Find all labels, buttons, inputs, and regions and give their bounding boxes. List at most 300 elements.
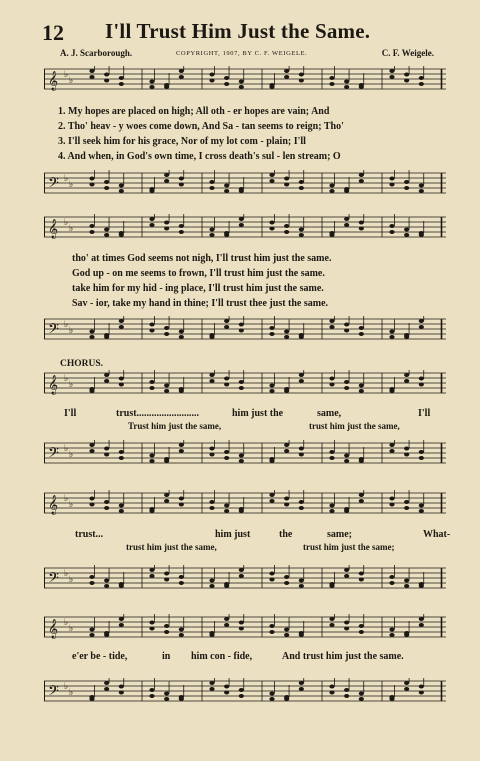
note-head: [149, 85, 154, 89]
verse-line: tho' at times God seems not nigh, I'll trust him just the same.: [72, 253, 332, 264]
note-head: [344, 386, 349, 390]
note-head: [329, 617, 334, 621]
staff-graphic: [44, 370, 446, 396]
chorus-lyric: him just: [215, 529, 251, 540]
staff-graphic: [44, 66, 446, 92]
flat-symbol: ♭: [64, 618, 69, 628]
staff-graphic: [44, 316, 446, 342]
note-head: [329, 456, 334, 460]
note-head: [149, 189, 154, 193]
note-head: [104, 579, 109, 583]
note-head: [239, 459, 244, 463]
note-head: [419, 584, 424, 588]
note-head: [119, 456, 124, 460]
staff-graphic: [44, 170, 446, 196]
note-head: [89, 389, 94, 393]
note-head: [119, 691, 124, 695]
flat-symbol: ♭: [69, 688, 74, 698]
note-head: [239, 80, 244, 84]
note-head: [209, 500, 214, 504]
note-head: [419, 383, 424, 387]
music-staff: [44, 440, 446, 466]
chorus-lyric: in: [162, 651, 171, 662]
note-head: [389, 697, 394, 701]
note-head: [284, 183, 289, 187]
note-head: [119, 584, 124, 588]
note-head: [344, 509, 349, 513]
note-head: [239, 85, 244, 89]
staff-graphic: [44, 565, 446, 591]
note-head: [179, 183, 184, 187]
note-head: [149, 459, 154, 463]
staff-graphic: [44, 614, 446, 640]
note-head: [269, 493, 274, 497]
note-head: [329, 509, 334, 513]
flat-symbol: ♭: [64, 70, 69, 80]
note-head: [419, 184, 424, 188]
note-head: [269, 578, 274, 582]
note-head: [89, 230, 94, 234]
chorus-lyric: him con - fide,: [191, 651, 253, 662]
note-head: [239, 380, 244, 384]
note-head: [179, 177, 184, 181]
note-head: [389, 230, 394, 234]
note-head: [119, 189, 124, 193]
music-staff: [44, 170, 446, 196]
note-head: [404, 73, 409, 77]
note-head: [209, 335, 214, 339]
flat-symbol: ♭: [64, 218, 69, 228]
note-head: [164, 85, 169, 89]
note-head: [209, 228, 214, 232]
note-head: [419, 325, 424, 329]
flat-symbol: ♭: [69, 380, 74, 390]
note-head: [359, 572, 364, 576]
staff-graphic: [44, 214, 446, 240]
note-head: [104, 687, 109, 691]
note-head: [419, 456, 424, 460]
note-head: [284, 581, 289, 585]
note-head: [359, 692, 364, 696]
note-head: [404, 500, 409, 504]
note-head: [89, 183, 94, 187]
chorus-lyric: him just the: [232, 408, 284, 419]
flat-symbol: ♭: [69, 326, 74, 336]
note-head: [419, 617, 424, 621]
note-head: [284, 628, 289, 632]
note-head: [239, 329, 244, 333]
flat-symbol: ♭: [64, 320, 69, 330]
note-head: [179, 628, 184, 632]
note-head: [164, 630, 169, 634]
verse-line: God up - on me seems to frown, I'll trust him just the same.: [72, 268, 325, 279]
note-head: [209, 584, 214, 588]
chorus-lyric: Trust him just the same,: [128, 421, 222, 431]
chorus-lyric: What-: [423, 529, 451, 540]
note-head: [179, 449, 184, 453]
note-head: [344, 568, 349, 572]
note-head: [284, 575, 289, 579]
note-head: [299, 79, 304, 83]
note-head: [239, 688, 244, 692]
note-head: [359, 85, 364, 89]
note-head: [164, 578, 169, 582]
note-head: [299, 633, 304, 637]
note-head: [389, 224, 394, 228]
note-head: [344, 329, 349, 333]
chorus-lyric: trust him just the same,: [126, 542, 217, 552]
note-head: [299, 500, 304, 504]
note-head: [164, 384, 169, 388]
note-head: [104, 73, 109, 77]
note-head: [104, 681, 109, 685]
note-head: [344, 627, 349, 631]
note-head: [104, 186, 109, 190]
note-head: [359, 697, 364, 701]
note-head: [359, 227, 364, 231]
note-head: [224, 82, 229, 86]
note-head: [419, 504, 424, 508]
note-head: [224, 691, 229, 695]
note-head: [224, 509, 229, 513]
note-head: [179, 389, 184, 393]
note-head: [344, 189, 349, 193]
clef-symbol: 𝄢: [48, 321, 59, 341]
note-head: [284, 449, 289, 453]
note-head: [389, 69, 394, 73]
note-head: [269, 624, 274, 628]
note-head: [149, 329, 154, 333]
note-head: [284, 230, 289, 234]
note-head: [329, 319, 334, 323]
note-head: [104, 79, 109, 83]
note-head: [224, 584, 229, 588]
note-head: [359, 389, 364, 393]
note-head: [104, 584, 109, 588]
note-head: [119, 184, 124, 188]
note-head: [224, 617, 229, 621]
note-head: [104, 373, 109, 377]
note-head: [89, 177, 94, 181]
note-head: [284, 75, 289, 79]
note-head: [389, 443, 394, 447]
note-head: [209, 233, 214, 237]
note-head: [224, 377, 229, 381]
note-head: [119, 685, 124, 689]
chorus-lyric: trust...: [75, 529, 104, 540]
note-head: [344, 80, 349, 84]
clef-symbol: 𝄞: [48, 71, 59, 91]
note-head: [239, 223, 244, 227]
note-head: [89, 697, 94, 701]
flat-symbol: ♭: [64, 444, 69, 454]
note-head: [269, 459, 274, 463]
note-head: [299, 584, 304, 588]
note-head: [239, 386, 244, 390]
note-head: [119, 617, 124, 621]
flat-symbol: ♭: [69, 575, 74, 585]
note-head: [389, 183, 394, 187]
note-head: [164, 221, 169, 225]
note-head: [179, 633, 184, 637]
note-head: [209, 79, 214, 83]
note-head: [359, 493, 364, 497]
chorus-lyric: same;: [327, 529, 352, 540]
note-head: [89, 69, 94, 73]
note-head: [179, 443, 184, 447]
flat-symbol: ♭: [69, 500, 74, 510]
note-head: [164, 459, 169, 463]
note-head: [329, 685, 334, 689]
chorus-label: CHORUS.: [60, 359, 104, 369]
note-head: [179, 230, 184, 234]
note-head: [359, 384, 364, 388]
note-head: [239, 694, 244, 698]
note-head: [209, 186, 214, 190]
note-head: [299, 73, 304, 77]
note-head: [164, 227, 169, 231]
note-head: [344, 380, 349, 384]
note-head: [239, 189, 244, 193]
note-head: [89, 224, 94, 228]
note-head: [104, 500, 109, 504]
note-head: [224, 189, 229, 193]
note-head: [299, 233, 304, 237]
note-head: [404, 180, 409, 184]
note-head: [164, 624, 169, 628]
note-head: [269, 630, 274, 634]
note-head: [404, 79, 409, 83]
note-head: [299, 335, 304, 339]
note-head: [389, 581, 394, 585]
note-head: [329, 325, 334, 329]
note-head: [359, 173, 364, 177]
clef-symbol: 𝄞: [48, 219, 59, 239]
note-head: [299, 379, 304, 383]
note-head: [404, 453, 409, 457]
note-head: [284, 633, 289, 637]
chorus-lyric: trust.........................: [116, 408, 200, 419]
note-head: [359, 332, 364, 336]
note-head: [419, 76, 424, 80]
staff-graphic: [44, 678, 446, 704]
note-head: [269, 384, 274, 388]
copyright-notice: COPYRIGHT, 1907, BY C. F. WEIGELE.: [176, 50, 308, 57]
note-head: [299, 681, 304, 685]
note-head: [344, 688, 349, 692]
note-head: [224, 456, 229, 460]
note-head: [404, 584, 409, 588]
note-head: [209, 579, 214, 583]
note-head: [179, 497, 184, 501]
note-head: [299, 180, 304, 184]
note-head: [179, 581, 184, 585]
note-head: [149, 454, 154, 458]
verse-line: 2. Tho' heav - y woes come down, And Sa - tan seems to reign; Tho': [58, 121, 344, 132]
note-head: [149, 627, 154, 631]
note-head: [284, 224, 289, 228]
note-head: [419, 233, 424, 237]
note-head: [269, 326, 274, 330]
note-head: [419, 691, 424, 695]
note-head: [389, 177, 394, 181]
note-head: [269, 692, 274, 696]
music-staff: [44, 214, 446, 240]
note-head: [209, 506, 214, 510]
note-head: [119, 82, 124, 86]
note-head: [89, 633, 94, 637]
note-head: [149, 223, 154, 227]
note-head: [209, 73, 214, 77]
note-head: [209, 379, 214, 383]
note-head: [89, 335, 94, 339]
note-head: [224, 319, 229, 323]
note-head: [164, 389, 169, 393]
note-head: [104, 447, 109, 451]
note-head: [104, 180, 109, 184]
note-head: [224, 233, 229, 237]
note-head: [89, 443, 94, 447]
note-head: [419, 319, 424, 323]
note-head: [299, 687, 304, 691]
note-head: [329, 76, 334, 80]
note-head: [389, 503, 394, 507]
note-head: [389, 449, 394, 453]
flat-symbol: ♭: [64, 682, 69, 692]
note-head: [179, 69, 184, 73]
note-head: [389, 633, 394, 637]
note-head: [149, 80, 154, 84]
note-head: [284, 69, 289, 73]
note-head: [359, 459, 364, 463]
note-head: [89, 449, 94, 453]
note-head: [389, 389, 394, 393]
note-head: [284, 497, 289, 501]
note-head: [389, 330, 394, 334]
note-head: [164, 499, 169, 503]
flat-symbol: ♭: [69, 180, 74, 190]
chorus-lyric: I'll: [64, 408, 77, 419]
verse-line: 3. I'll seek him for his grace, Nor of my lot com - plain; I'll: [58, 136, 306, 147]
note-head: [404, 447, 409, 451]
clef-symbol: 𝄢: [48, 683, 59, 703]
note-head: [164, 692, 169, 696]
note-head: [209, 180, 214, 184]
music-staff: [44, 66, 446, 92]
chorus-lyric: I'll: [418, 408, 431, 419]
note-head: [419, 685, 424, 689]
clef-symbol: 𝄞: [48, 375, 59, 395]
flat-symbol: ♭: [64, 494, 69, 504]
note-head: [404, 335, 409, 339]
chorus-lyric: same,: [317, 408, 342, 419]
note-head: [419, 189, 424, 193]
note-head: [269, 173, 274, 177]
note-head: [179, 575, 184, 579]
flat-symbol: ♭: [69, 624, 74, 634]
note-head: [329, 691, 334, 695]
note-head: [269, 227, 274, 231]
note-head: [344, 574, 349, 578]
note-head: [179, 503, 184, 507]
note-head: [179, 224, 184, 228]
note-head: [359, 624, 364, 628]
note-head: [149, 694, 154, 698]
note-head: [419, 377, 424, 381]
note-head: [359, 630, 364, 634]
note-head: [104, 453, 109, 457]
note-head: [404, 506, 409, 510]
note-head: [329, 623, 334, 627]
note-head: [224, 184, 229, 188]
staff-graphic: [44, 440, 446, 466]
note-head: [404, 186, 409, 190]
note-head: [419, 82, 424, 86]
note-head: [104, 233, 109, 237]
note-head: [359, 179, 364, 183]
note-head: [344, 323, 349, 327]
note-head: [359, 221, 364, 225]
note-head: [224, 504, 229, 508]
note-head: [299, 453, 304, 457]
note-head: [329, 377, 334, 381]
note-head: [239, 568, 244, 572]
note-head: [299, 579, 304, 583]
music-staff: [44, 614, 446, 640]
clef-symbol: 𝄢: [48, 445, 59, 465]
note-head: [224, 685, 229, 689]
staff-graphic: [44, 490, 446, 516]
note-head: [284, 177, 289, 181]
note-head: [269, 85, 274, 89]
note-head: [224, 623, 229, 627]
note-head: [329, 82, 334, 86]
note-head: [89, 330, 94, 334]
note-head: [224, 325, 229, 329]
note-head: [239, 509, 244, 513]
note-head: [344, 454, 349, 458]
note-head: [149, 568, 154, 572]
note-head: [389, 575, 394, 579]
note-head: [179, 697, 184, 701]
verse-line: 1. My hopes are placed on high; All oth - er hopes are vain; And: [58, 106, 330, 117]
note-head: [299, 373, 304, 377]
note-head: [329, 233, 334, 237]
note-head: [284, 389, 289, 393]
note-head: [104, 228, 109, 232]
note-head: [269, 332, 274, 336]
chorus-lyric: And trust him just the same.: [282, 651, 404, 662]
note-head: [404, 633, 409, 637]
note-head: [329, 184, 334, 188]
note-head: [299, 228, 304, 232]
music-staff: [44, 565, 446, 591]
note-head: [104, 335, 109, 339]
note-head: [224, 383, 229, 387]
note-head: [209, 681, 214, 685]
note-head: [89, 628, 94, 632]
note-head: [239, 323, 244, 327]
music-staff: [44, 490, 446, 516]
note-head: [164, 697, 169, 701]
note-head: [404, 233, 409, 237]
note-head: [389, 335, 394, 339]
note-head: [119, 450, 124, 454]
note-head: [239, 621, 244, 625]
note-head: [119, 377, 124, 381]
note-head: [239, 217, 244, 221]
note-head: [149, 509, 154, 513]
